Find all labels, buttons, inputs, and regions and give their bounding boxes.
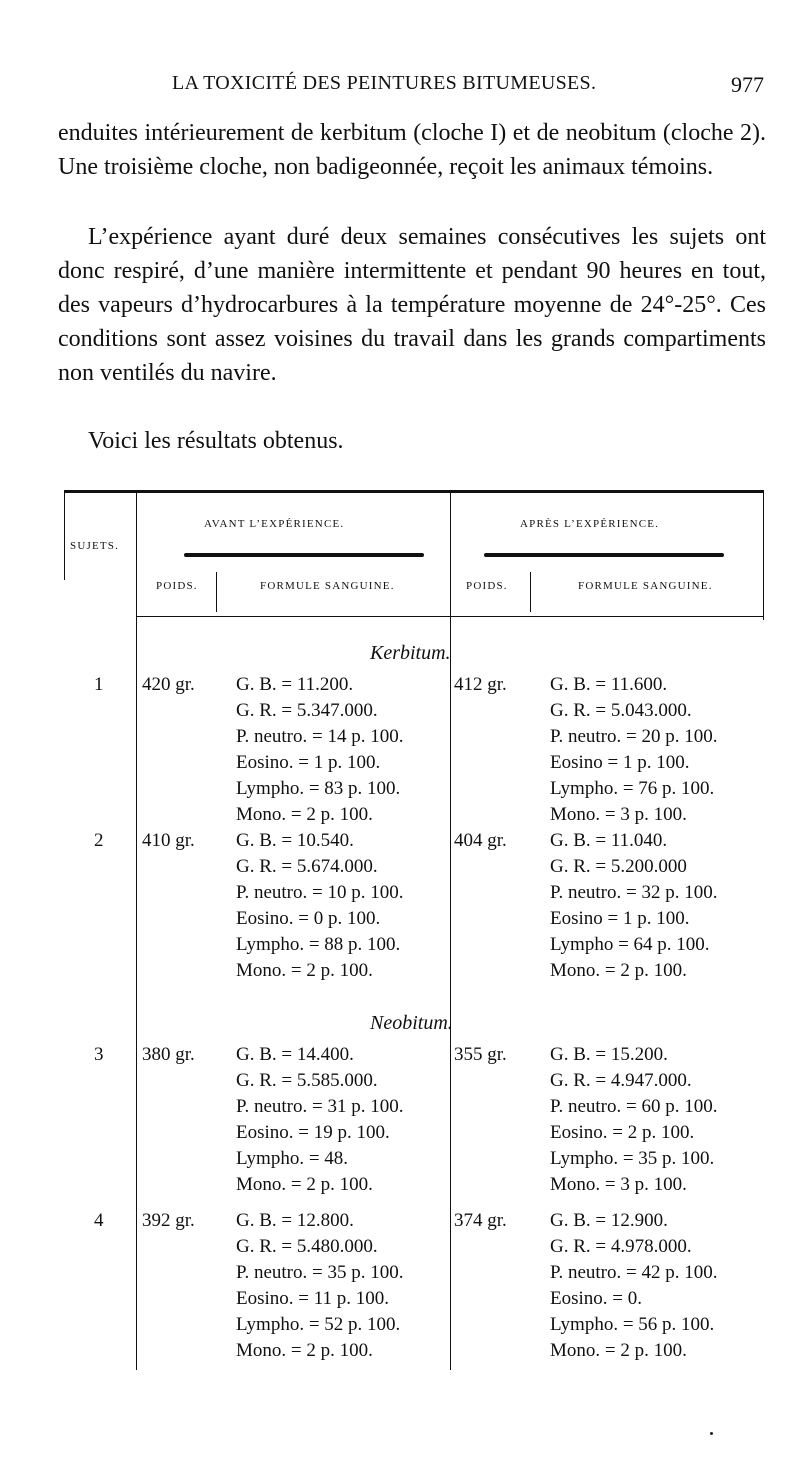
weight-after: 374 gr.: [454, 1210, 507, 1231]
col-divider-poids-before: [216, 572, 217, 612]
formula-line: P. neutro. = 31 p. 100.: [236, 1096, 404, 1117]
weight-after: 412 gr.: [454, 674, 507, 695]
weight-before: 410 gr.: [142, 830, 195, 851]
formula-line: Lympho. = 52 p. 100.: [236, 1314, 401, 1335]
formula-line: Lympho. = 83 p. 100.: [236, 778, 401, 799]
formula-before: [236, 828, 403, 984]
formula-line: Eosino. = 0.: [550, 1288, 642, 1309]
formula-line: G. R. = 4.978.000.: [550, 1236, 692, 1257]
formula-line: Mono. = 3 p. 100.: [550, 1174, 687, 1195]
section-kerbitum: Kerbitum.: [370, 642, 451, 664]
header-formule-after: FORMULE SANGUINE.: [578, 580, 713, 592]
print-speck: [710, 1432, 713, 1435]
col-divider-poids-after: [530, 572, 531, 612]
formula-after: [550, 828, 717, 984]
formula-after: [550, 1208, 717, 1364]
formula-line: Lympho = 64 p. 100.: [550, 934, 710, 955]
col-divider-sujets: [136, 490, 137, 1370]
results-table: [64, 490, 764, 1370]
formula-line: Mono. = 2 p. 100.: [550, 1340, 687, 1361]
formula-line: Lympho. = 35 p. 100.: [550, 1148, 715, 1169]
formula-line: Mono. = 2 p. 100.: [236, 1174, 373, 1195]
running-title: LA TOXICITÉ DES PEINTURES BITUMEUSES.: [172, 72, 597, 94]
formula-line: G. R. = 5.480.000.: [236, 1236, 378, 1257]
formula-line: Eosino = 1 p. 100.: [550, 908, 690, 929]
col-divider-groups: [450, 490, 451, 1370]
header-after: APRÈS L’EXPÉRIENCE.: [520, 518, 660, 530]
formula-line: G. B. = 12.900.: [550, 1210, 668, 1231]
formula-after: [550, 1042, 717, 1198]
weight-before: 420 gr.: [142, 674, 195, 695]
formula-line: Lympho. = 88 p. 100.: [236, 934, 401, 955]
table-top-rule: [64, 490, 764, 493]
weight-after: 404 gr.: [454, 830, 507, 851]
formula-line: Lympho. = 48.: [236, 1148, 349, 1169]
header-formule-before: FORMULE SANGUINE.: [260, 580, 395, 592]
weight-before: 380 gr.: [142, 1044, 195, 1065]
brace-after: [484, 553, 724, 557]
paragraph-1: enduites intérieurement de kerbitum (cloche I) et de neobitum (cloche 2). Une troisième cloche, non badigeonnée, reçoit les animaux témoins.: [58, 120, 766, 180]
formula-line: G. B. = 11.040.: [550, 830, 668, 851]
paragraph-3: Voici les résultats obtenus.: [88, 428, 344, 454]
formula-line: Mono. = 3 p. 100.: [550, 804, 687, 825]
formula-line: P. neutro. = 35 p. 100.: [236, 1262, 404, 1283]
subject-id: 1: [94, 674, 104, 695]
formula-line: Mono. = 2 p. 100.: [236, 960, 373, 981]
formula-line: G. R. = 5.200.000: [550, 856, 687, 877]
formula-line: G. R. = 5.347.000.: [236, 700, 378, 721]
weight-after: 355 gr.: [454, 1044, 507, 1065]
subject-id: 2: [94, 830, 104, 851]
formula-line: P. neutro. = 10 p. 100.: [236, 882, 404, 903]
subject-id: 3: [94, 1044, 104, 1065]
formula-before: [236, 1042, 403, 1198]
formula-line: Eosino. = 2 p. 100.: [550, 1122, 695, 1143]
formula-line: G. B. = 10.540.: [236, 830, 354, 851]
brace-before: [184, 553, 424, 557]
formula-line: Eosino = 1 p. 100.: [550, 752, 690, 773]
header-sujets: SUJETS.: [70, 540, 120, 552]
formula-line: P. neutro. = 20 p. 100.: [550, 726, 718, 747]
formula-line: Eosino. = 11 p. 100.: [236, 1288, 390, 1309]
formula-line: Eosino. = 1 p. 100.: [236, 752, 381, 773]
formula-after: [550, 672, 717, 828]
formula-line: P. neutro. = 32 p. 100.: [550, 882, 718, 903]
formula-line: Eosino. = 19 p. 100.: [236, 1122, 390, 1143]
formula-line: G. R. = 4.947.000.: [550, 1070, 692, 1091]
formula-line: Mono. = 2 p. 100.: [236, 804, 373, 825]
section-neobitum: Neobitum.: [370, 1012, 453, 1034]
formula-before: [236, 1208, 403, 1364]
table-left-edge: [64, 490, 65, 580]
formula-line: G. B. = 11.600.: [550, 674, 668, 695]
formula-line: Lympho. = 56 p. 100.: [550, 1314, 715, 1335]
formula-line: G. R. = 5.674.000.: [236, 856, 378, 877]
formula-line: Eosino. = 0 p. 100.: [236, 908, 381, 929]
formula-line: P. neutro. = 14 p. 100.: [236, 726, 404, 747]
formula-before: [236, 672, 403, 828]
formula-line: Mono. = 2 p. 100.: [550, 960, 687, 981]
formula-line: G. B. = 12.800.: [236, 1210, 354, 1231]
formula-line: G. B. = 14.400.: [236, 1044, 354, 1065]
subject-id: 4: [94, 1210, 104, 1231]
formula-line: G. R. = 5.043.000.: [550, 700, 692, 721]
weight-before: 392 gr.: [142, 1210, 195, 1231]
formula-line: P. neutro. = 42 p. 100.: [550, 1262, 718, 1283]
table-right-edge: [763, 490, 764, 620]
header-poids-before: POIDS.: [156, 580, 198, 592]
formula-line: G. R. = 5.585.000.: [236, 1070, 378, 1091]
formula-line: G. B. = 15.200.: [550, 1044, 668, 1065]
formula-line: P. neutro. = 60 p. 100.: [550, 1096, 718, 1117]
running-header: [172, 72, 764, 102]
header-poids-after: POIDS.: [466, 580, 508, 592]
header-before: AVANT L’EXPÉRIENCE.: [204, 518, 345, 530]
page-number: 977: [731, 72, 764, 97]
formula-line: G. B. = 11.200.: [236, 674, 354, 695]
paragraph-2: L’expérience ayant duré deux semaines consécutives les sujets ont donc respiré, d’une manière intermittente et pendant 90 heures en tout, des vapeurs d’hydrocarbures à la température moyenne de 24°-25°. Ces conditions sont assez voisines du travail dans les grands compartiments non ventilés du navire.: [58, 224, 766, 386]
formula-line: Lympho. = 76 p. 100.: [550, 778, 715, 799]
formula-line: Mono. = 2 p. 100.: [236, 1340, 373, 1361]
